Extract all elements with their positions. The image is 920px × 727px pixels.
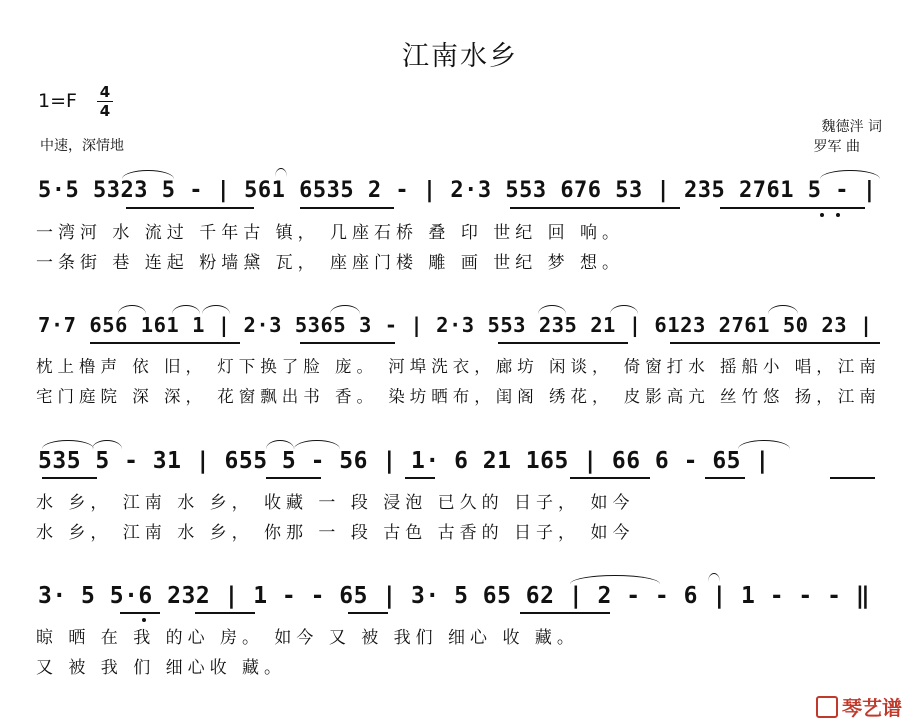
song-title: 江南水乡: [402, 41, 518, 72]
underline: [570, 477, 650, 479]
slur: [538, 305, 566, 314]
slur: [172, 305, 200, 314]
slur: [42, 440, 94, 449]
underline: [510, 207, 680, 209]
slur: [708, 573, 720, 582]
underline: [90, 342, 240, 344]
slur: [738, 440, 790, 449]
low-octave-dot: [820, 213, 824, 217]
notation-line: 535 5 - 31 | 655 5 - 56 | 1· 6 21 165 | 66 6 - 65 |: [38, 448, 770, 474]
underline: [266, 477, 321, 479]
underline: [720, 207, 865, 209]
slur: [118, 305, 146, 314]
underline: [195, 612, 255, 614]
notation-line: 3· 5 5·6 232 | 1 - - 65 | 3· 5 65 62 | 2 - - 6 | 1 - - - ‖: [38, 583, 871, 609]
slur: [570, 575, 660, 584]
underline: [120, 612, 160, 614]
underline: [520, 612, 610, 614]
slur: [122, 170, 174, 179]
lyric-verse-1: 水 乡， 江南 水 乡， 收藏 一 段 浸泡 已久的 日子， 如今: [36, 493, 635, 513]
slur: [275, 168, 287, 177]
time-signature-bottom: 4: [99, 102, 111, 120]
low-octave-dot: [142, 618, 146, 622]
slur: [92, 440, 122, 449]
watermark-text: 琴艺谱: [842, 696, 902, 720]
lyric-verse-2: 一条街 巷 连起 粉墙黛 瓦， 座座门楼 雕 画 世纪 梦 想。: [36, 253, 625, 273]
lyric-verse-2: 宅门庭院 深 深， 花窗飘出书 香。 染坊晒布，闺阁 绣花， 皮影高亢 丝竹悠 扬，江南: [36, 387, 881, 406]
time-signature: [97, 84, 113, 119]
underline: [300, 342, 395, 344]
underline: [498, 342, 628, 344]
slur: [202, 305, 230, 314]
underline: [348, 612, 388, 614]
notation-line: 7·7 656 161 1 | 2·3 5365 3 - | 2·3 553 235 21 | 6123 2761 50 23 |: [38, 313, 873, 337]
slur: [820, 170, 880, 179]
underline: [670, 342, 880, 344]
notation-line: 5·5 5323 5 - | 561 6535 2 - | 2·3 553 676 53 | 235 2761 5 - |: [38, 178, 877, 203]
slur: [330, 305, 360, 314]
slur: [294, 440, 340, 449]
underline: [300, 207, 394, 209]
watermark-logo: [816, 692, 902, 721]
lyric-verse-2: 水 乡， 江南 水 乡， 你那 一 段 古色 古香的 日子， 如今: [36, 523, 635, 543]
underline: [126, 207, 254, 209]
underline: [830, 477, 875, 479]
underline: [42, 477, 97, 479]
slur: [610, 305, 638, 314]
underline: [705, 477, 745, 479]
time-signature-top: 4: [99, 83, 111, 101]
lyric-verse-1: 枕上橹声 依 旧， 灯下换了脸 庞。 河埠洗衣，廊坊 闲谈， 倚窗打水 摇船小 唱，江南: [36, 357, 881, 376]
slur: [266, 440, 294, 449]
lyric-verse-1: 晾 晒 在 我 的心 房。 如今 又 被 我们 细心 收 藏。: [36, 628, 579, 648]
slur: [768, 305, 798, 314]
key-signature: 1=F: [38, 90, 77, 112]
composer-credit: 罗军 曲: [813, 139, 860, 155]
logo-icon: [816, 696, 838, 718]
lyricist-credit: 魏德泮 词: [821, 119, 882, 135]
lyric-verse-1: 一湾河 水 流过 千年古 镇， 几座石桥 叠 印 世纪 回 响。: [36, 223, 625, 243]
lyric-verse-2: 又 被 我 们 细心收 藏。: [36, 658, 287, 678]
low-octave-dot: [836, 213, 840, 217]
underline: [405, 477, 435, 479]
tempo-marking: 中速，深情地: [40, 138, 124, 154]
